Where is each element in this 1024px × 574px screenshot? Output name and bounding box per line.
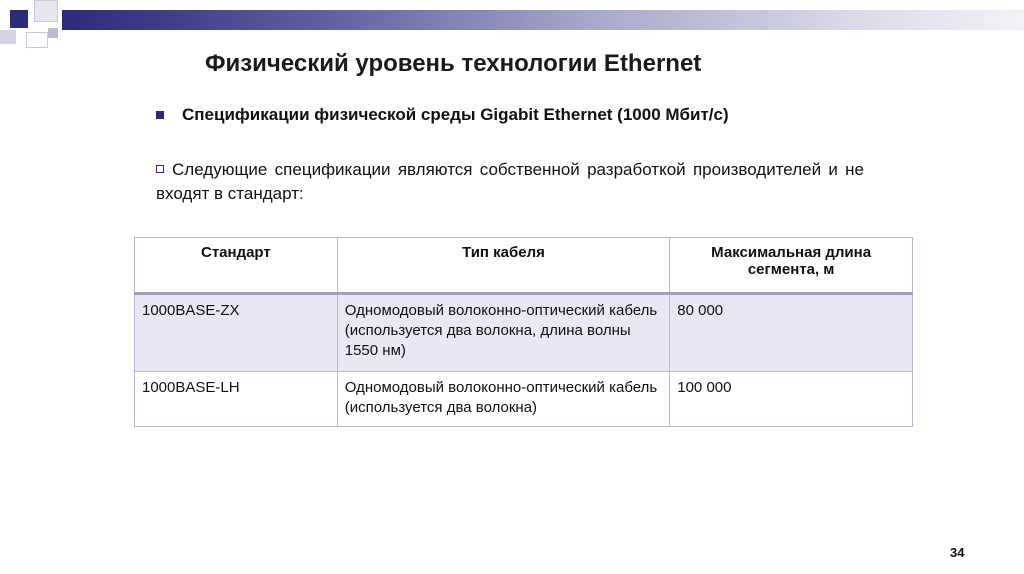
table-header-row [135, 238, 913, 294]
decor-square [48, 28, 58, 38]
decor-square [26, 32, 48, 48]
table-cell: Одномодовый волоконно-оптический кабель (используется два волокна, длина волны 1550 нм) [337, 294, 670, 372]
column-header: Максимальная длина сегмента, м [670, 238, 913, 294]
column-header: Тип кабеля [337, 238, 670, 294]
column-header: Стандарт [135, 238, 338, 294]
square-bullet-icon [156, 111, 164, 119]
decor-square [34, 0, 58, 22]
table-row [135, 294, 913, 372]
bullet-text: Спецификации физической среды Gigabit Ethernet (1000 Мбит/с) [182, 105, 729, 124]
bullet-spec-heading [156, 105, 729, 125]
table-cell: Одномодовый волоконно-оптический кабель (используется два волокна) [337, 372, 670, 427]
header-gradient-bar [62, 10, 1024, 30]
slide-title: Физический уровень технологии Ethernet [205, 50, 702, 77]
table-cell: 1000BASE-LH [135, 372, 338, 427]
decor-square [0, 30, 16, 44]
hollow-square-bullet-icon [156, 165, 164, 173]
table-cell: 100 000 [670, 372, 913, 427]
sub-bullet-paragraph [156, 158, 864, 206]
table-cell: 1000BASE-ZX [135, 294, 338, 372]
decor-square [10, 10, 28, 28]
paragraph-text: Следующие спецификации являются собственной разработкой производителей и не входят в стандарт: [156, 160, 864, 203]
spec-table [134, 237, 913, 427]
page-number: 34 [950, 545, 965, 560]
table-cell: 80 000 [670, 294, 913, 372]
table-row [135, 372, 913, 427]
